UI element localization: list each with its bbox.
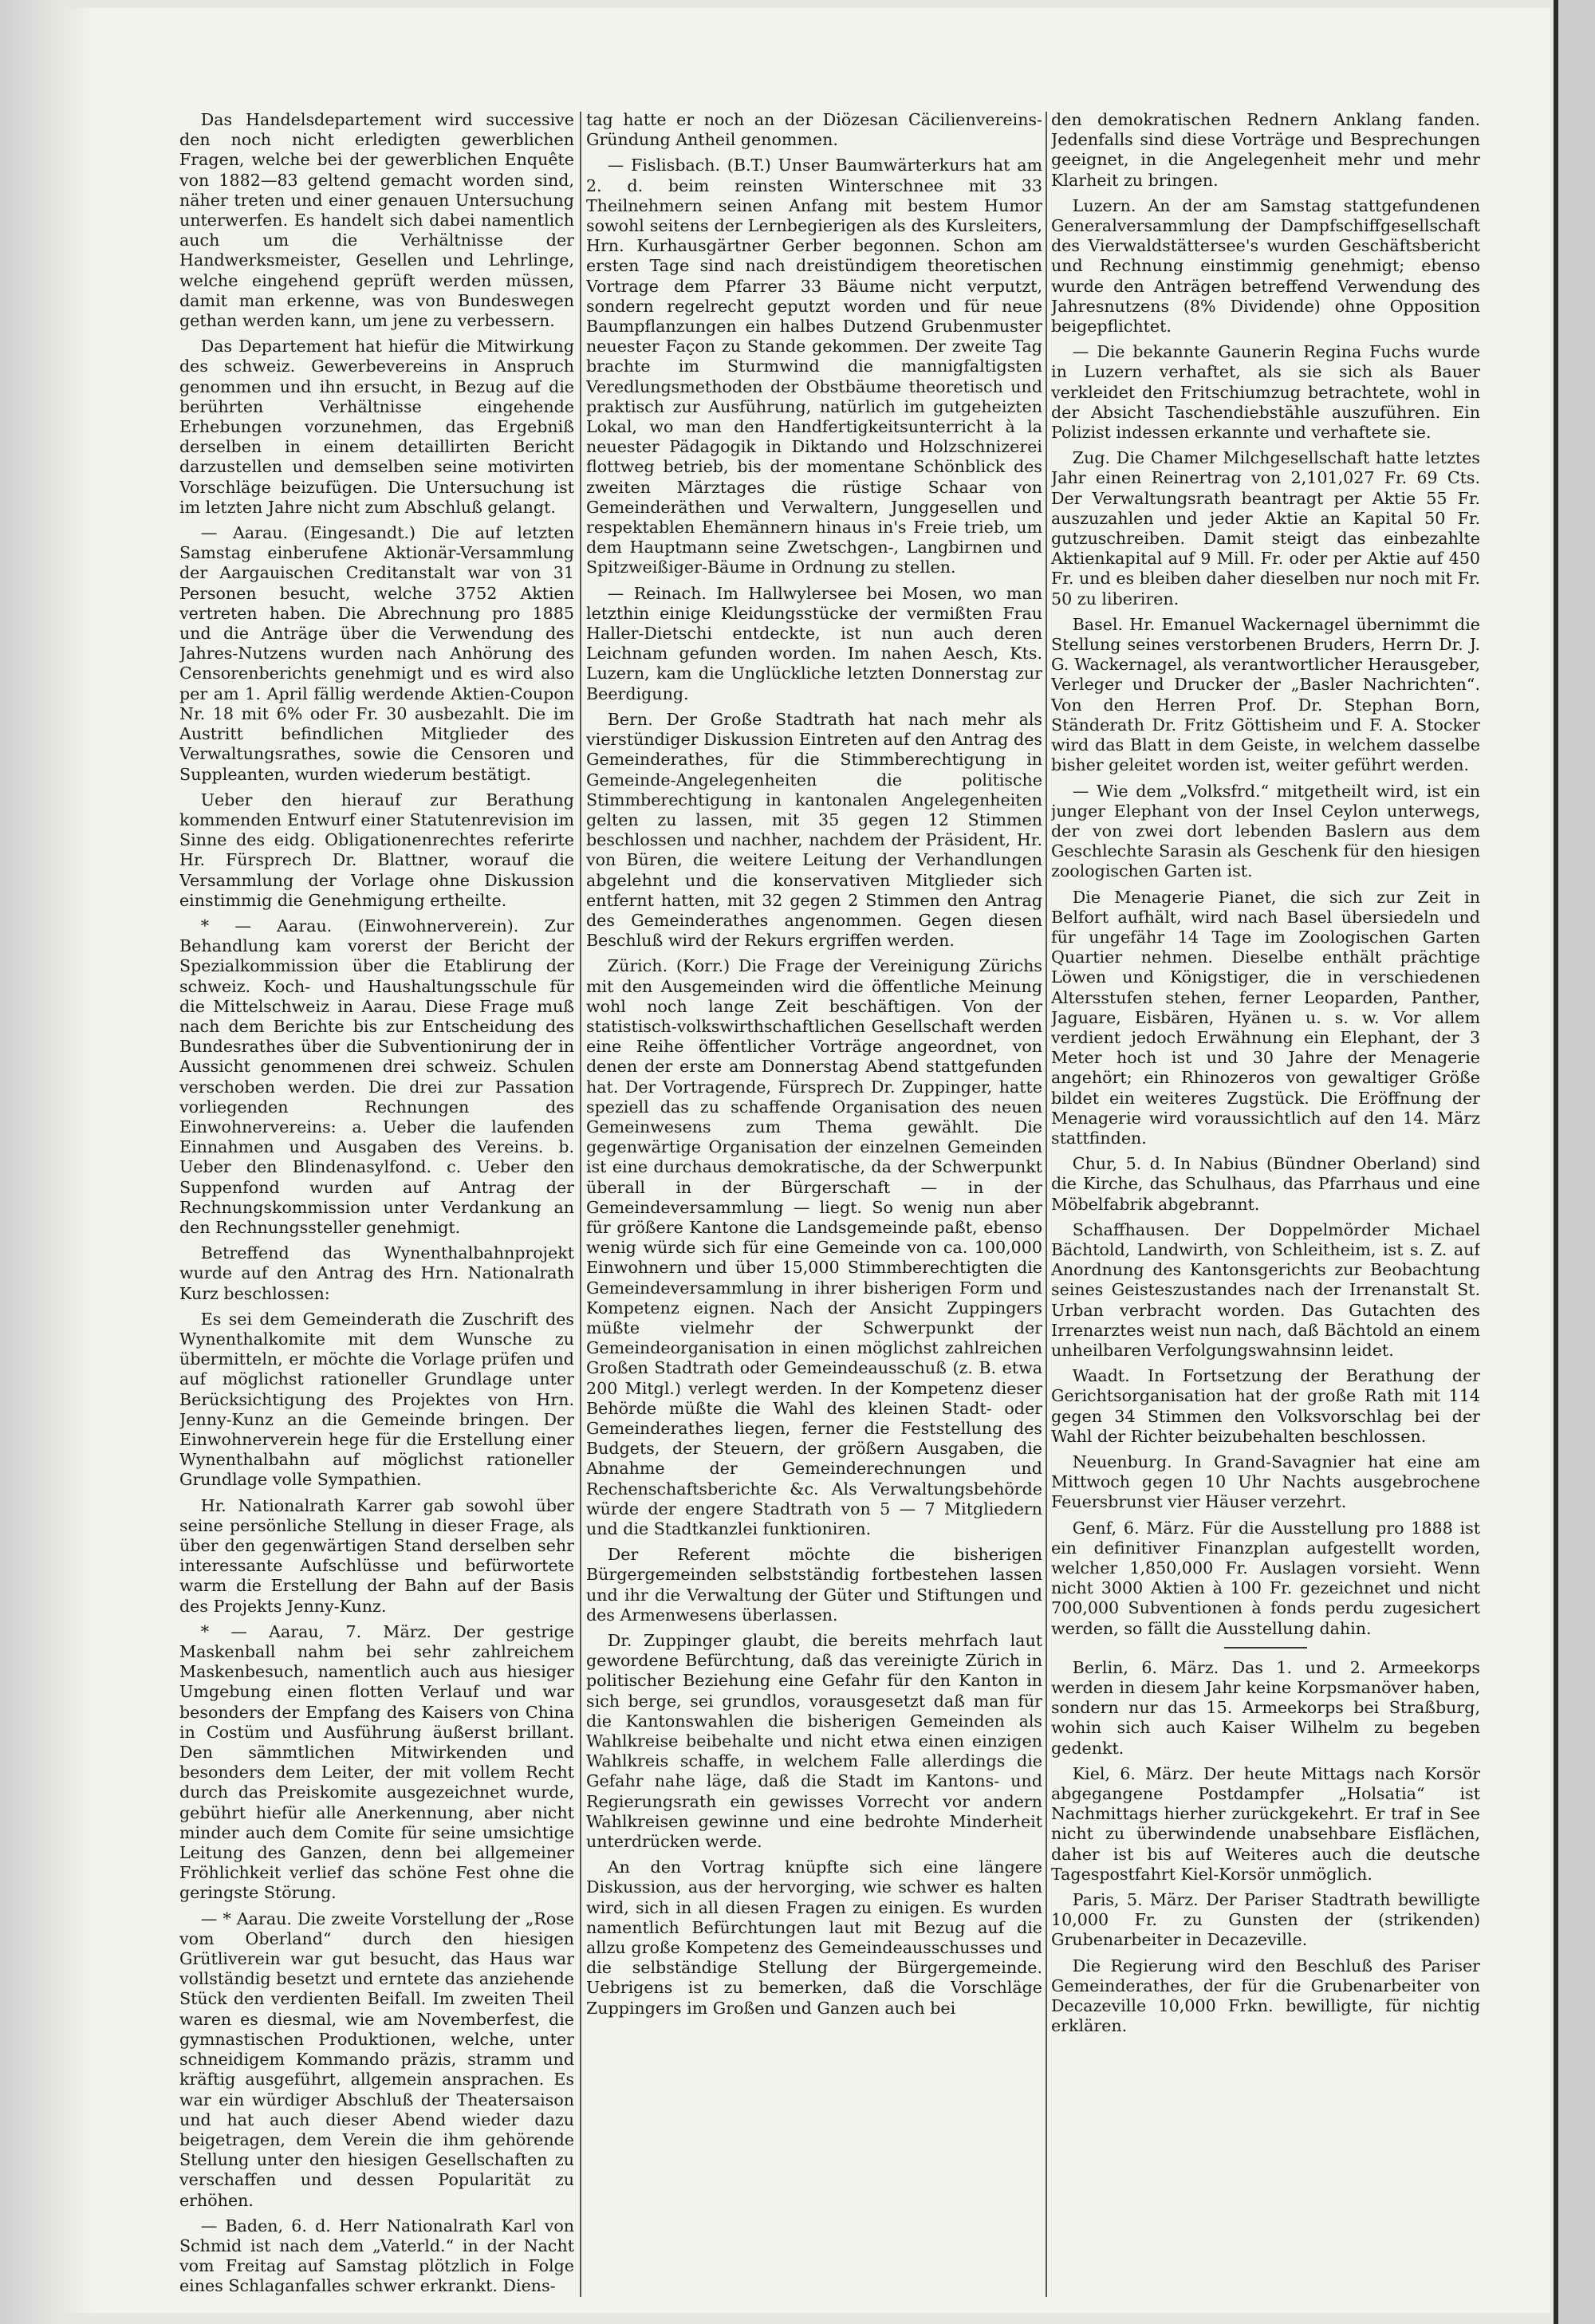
- article-paragraph: — Aarau. (Eingesandt.) Die auf letzten Samstag einberufene Aktionär-Versammlung der Aargauischen Creditanstalt war von 31 Personen besucht, welche 3752 Aktien vertreten haben. Die Abrechnung pro 1885 und die Anträge über die Verwendung des Jahres-Nutzens wurden nach Anhörung des Censorenberichts genehmigt und es wird also per am 1. April fällig werdende Aktien-Coupon Nr. 18 mit 6% oder Fr. 30 ausbezahlt. Die im Austritt befindlichen Mitglieder des Verwaltungsrathes, sowie die Censoren und Suppleanten, wurden wiederum bestätigt.: [179, 523, 574, 784]
- article-paragraph: Zug. Die Chamer Milchgesellschaft hatte letztes Jahr einen Reinertrag von 2,101,027 Fr. 69 Cts. Der Verwaltungsrath beantragt per Aktie 55 Fr. auszuzahlen und jeder Aktie an Kapital 50 Fr. gutzuschreiben. Damit steigt das einbezahlte Aktienkapital auf 9 Mill. Fr. oder per Aktie auf 450 Fr. und es bleiben daher dieselben nur noch mit Fr. 50 zu liberiren.: [1051, 448, 1480, 609]
- article-paragraph: An den Vortrag knüpfte sich eine längere Diskussion, aus der hervorging, wie schwer es halten wird, sich in all diesen Fragen zu einigen. Es wurden namentlich Befürchtungen laut mit Bezug auf die allzu große Kompetenz des Gemeindeausschusses und die selbständige Stellung der Bürgergemeinde. Uebrigens ist zu bemerken, daß die Vorschläge Zuppingers im Großen und Ganzen auch bei: [586, 1857, 1042, 2018]
- article-paragraph: Das Handelsdepartement wird successive den noch nicht erledigten gewerblichen Fragen, welche bei der gewerblichen Enquête von 1882—83 geltend gemacht worden sind, näher treten und einer genauen Untersuchung unterwerfen. Es handelt sich dabei namentlich auch um die Verhältnisse der Handwerksmeister, Gesellen und Lehrlinge, welche eingehend geprüft werden müssen, damit man erkenne, was von Bundeswegen gethan werden kann, um jene zu verbessern.: [179, 110, 574, 331]
- article-paragraph: Berlin, 6. März. Das 1. und 2. Armeekorps werden in diesem Jahr keine Korpsmanöver haben, sondern nur das 15. Armeekorps bei Straßburg, wohin sich auch Kaiser Wilhelm zu begeben gedenkt.: [1051, 1657, 1480, 1758]
- article-paragraph: — * Aarau. Die zweite Vorstellung der „Rose vom Oberland“ durch den hiesigen Grütliverein war gut besucht, das Haus war vollständig besetzt und erntete das anziehende Stück den verdienten Beifall. Im zweiten Theil waren es diesmal, wie am Novemberfest, die gymnastischen Produktionen, welche, unter schneidigem Kommando präzis, stramm und kräftig ausgeführt, allgemein ansprachen. Es war ein würdiger Abschluß der Theatersaison und hat auch dieser Abend wieder dazu beigetragen, dem Verein die ihm gehörende Stellung unter den hiesigen Gesellschaften zu verschaffen und dessen Popularität zu erhöhen.: [179, 1908, 574, 2210]
- article-paragraph: Schaffhausen. Der Doppelmörder Michael Bächtold, Landwirth, von Schleitheim, ist s. Z. auf Anordnung des Kantonsgerichts zur Beobachtung seines Geisteszustandes nach der Irrenanstalt St. Urban verbracht worden. Das Gutachten des Irrenarztes weist nun nach, daß Bächtold an einem unheilbaren Verfolgungswahnsinn leidet.: [1051, 1219, 1480, 1360]
- article-paragraph: Ueber den hierauf zur Berathung kommenden Entwurf einer Statutenrevision im Sinne des eidg. Obligationenrechtes referirte Hr. Fürsprech Dr. Blattner, worauf die Versammlung der Vorlage ohne Diskussion einstimmig die Genehmigung ertheilte.: [179, 790, 574, 910]
- article-paragraph: Waadt. In Fortsetzung der Berathung der Gerichtsorganisation hat der große Rath mit 114 gegen 34 Stimmen den Volksvorschlag bei der Wahl der Richter beizubehalten beschlossen.: [1051, 1366, 1480, 1446]
- column-rule-2: [1046, 112, 1047, 2297]
- article-paragraph: Genf, 6. März. Für die Ausstellung pro 1888 ist ein definitiver Finanzplan aufgestellt worden, welcher 1,850,000 Fr. Auslagen vorsieht. Wenn nicht 3000 Aktien à 100 Fr. gezeichnet und nicht 700,000 Subventionen à fonds perdu zugesichert werden, so fällt die Ausstellung dahin.: [1051, 1518, 1480, 1638]
- article-paragraph: Es sei dem Gemeinderath die Zuschrift des Wynenthalkomite mit dem Wunsche zu übermitteln, er möchte die Vorlage prüfen und auf möglichst rationeller Grundlage unter Berücksichtigung des Projektes von Hrn. Jenny-Kunz an die Gemeinde bringen. Der Einwohnerverein hege für die Erstellung einer Wynenthalbahn auf möglichst rationeller Grundlage volle Sympathien.: [179, 1309, 574, 1490]
- article-paragraph: Kiel, 6. März. Der heute Mittags nach Korsör abgegangene Postdampfer „Holsatia“ ist Nachmittags hierher zurückgekehrt. Er traf in See nicht zu überwindende unabsehbare Eisflächen, daher ist bis auf Weiteres auch die deutsche Tagespostfahrt Kiel-Korsör unmöglich.: [1051, 1763, 1480, 1884]
- page-shadow-left: [0, 0, 96, 2324]
- article-paragraph: * — Aarau, 7. März. Der gestrige Maskenball nahm bei sehr zahlreichem Maskenbesuch, namentlich auch aus hiesiger Umgebung einen flotten Verlauf und war besonders der Empfang des Kaisers von China in Costüm und Ausführung äußerst brillant. Den sämmtlichen Mitwirkenden und besonders dem Leiter, der mit vollem Recht durch das Preiskomite ausgezeichnet wurde, gebührt hiefür alle Anerkennung, aber nicht minder auch dem Comite für seine umsichtige Leitung des Ganzen, denn bei allgemeiner Fröhlichkeit verlief das schöne Fest ohne die geringste Störung.: [179, 1621, 574, 1903]
- article-paragraph: — Reinach. Im Hallwylersee bei Mosen, wo man letzthin einige Kleidungsstücke der vermißten Frau Haller-Dietschi entdeckte, ist nun auch deren Leichnam gefunden worden. Im nahen Aesch, Kts. Luzern, kam die Unglückliche letzten Donnerstag zur Beerdigung.: [586, 583, 1042, 703]
- article-separator: [1224, 1647, 1307, 1648]
- article-paragraph: tag hatte er noch an der Diözesan Cäcilienvereins-Gründung Antheil genommen.: [586, 110, 1042, 150]
- article-paragraph: Hr. Nationalrath Karrer gab sowohl über seine persönliche Stellung in dieser Frage, als über den gegenwärtigen Stand derselben sehr interessante Aufschlüsse und befürwortete warm die Erstellung der Bahn auf der Basis des Projekts Jenny-Kunz.: [179, 1495, 574, 1616]
- page-edge-right: [1554, 0, 1595, 2324]
- article-paragraph: Dr. Zuppinger glaubt, die bereits mehrfach laut gewordene Befürchtung, daß das vereinigte Zürich in politischer Beziehung eine Gefahr für den Kanton in sich berge, sei grundlos, vorausgesetzt daß man für die Kantonswahlen die bisherigen Gemeinden als Wahlkreise beibehalte und nicht etwa einen einzigen Wahlkreis schaffe, in welchem Falle allerdings die Gefahr nahe läge, daß die Stadt im Kantons- und Regierungsrath ein gewisses Vorrecht vor andern Wahlkreisen gewinne und eine bedrohte Minderheit unterdrücken werde.: [586, 1631, 1042, 1852]
- article-paragraph: Chur, 5. d. In Nabius (Bündner Oberland) sind die Kirche, das Schulhaus, das Pfarrhaus und eine Möbelfabrik abgebrannt.: [1051, 1154, 1480, 1214]
- article-paragraph: — Fislisbach. (B.T.) Unser Baumwärterkurs hat am 2. d. beim reinsten Winterschnee mit 33 Theilnehmern seinen Anfang mit bestem Humor sowohl seitens der Lernbegierigen als des Kursleiters, Hrn. Kurhausgärtner Gerber begonnen. Schon am ersten Tage sind nach dreistündigem theoretischen Vortrage dem Pfarrer 33 Bäume nicht verputzt, sondern regelrecht geputzt worden und für neue Baumpflanzungen ein halbes Dutzend Grubenmuster neuester Façon zu Stande gekommen. Der zweite Tag brachte im Sturmwind die mannigfaltigsten Veredlungsmethoden der Obstbäume theoretisch und praktisch zur Ausführung, natürlich im gutgeheizten Lokal, wo man den Handfertigkeitsunterricht à la neuester Pädagogik in Diktando und Holzschnizerei flottweg betrieb, bis der momentane Schönblick des zweiten Märztages die rüstige Schaar von Gemeinderäthen und Verwaltern, Junggesellen und respektablen Ehemännern hinaus in's Freie trieb, um dem Hauptmann seine Zwetschgen-, Langbirnen und Spitzweißiger-Bäume in Ordnung zu stellen.: [586, 156, 1042, 577]
- column-2: [586, 110, 1042, 2299]
- article-paragraph: * — Aarau. (Einwohnerverein). Zur Behandlung kam vorerst der Bericht der Spezialkommission über die Etablirung der schweiz. Koch- und Haushaltungsschule für die Mittelschweiz in Aarau. Diese Frage muß nach dem Berichte bis zur Entscheidung des Bundesrathes über die Subventionirung der in Aussicht genommenen drei schweiz. Schulen verschoben werden. Die drei zur Passation vorliegenden Rechnungen des Einwohnervereins: a. Ueber die laufenden Einnahmen und Ausgaben des Vereins. b. Ueber den Blindenasylfond. c. Ueber den Suppenfond wurden auf Antrag der Rechnungskommission unter Verdankung an den Rechnungssteller genehmigt.: [179, 916, 574, 1237]
- column-1: [179, 110, 574, 2299]
- article-paragraph: Zürich. (Korr.) Die Frage der Vereinigung Zürichs mit den Ausgemeinden wird die öffentliche Meinung wohl noch lange Zeit beschäftigen. Von der statistisch-volkswirthschaftlichen Gesellschaft werden eine Reihe öffentlicher Vorträge angeordnet, von denen der erste am Donnerstag Abend stattgefunden hat. Der Vortragende, Fürsprech Dr. Zuppinger, hatte speziell das zu schaffende Organisation des neuen Gemeinwesens zum Thema gewählt. Die gegenwärtige Organisation der einzelnen Gemeinden ist eine durchaus demokratische, da der Schwerpunkt überall in der Bürgerschaft — in der Gemeindeversammlung — liegt. So wenig nun aber für größere Kantone die Landsgemeinde paßt, ebenso wenig würde sich für eine Gemeinde von ca. 100,000 Einwohnern und über 15,000 Stimmberechtigten die Gemeindeversammlung in ihrer bisherigen Form und Kompetenz eignen. Nach der Ansicht Zuppingers müßte vielmehr der Schwerpunkt der Gemeindeorganisation in einen möglichst zahlreichen Großen Stadtrath oder Gemeindeausschuß (z. B. etwa 200 Mitgl.) verlegt werden. In der Kompetenz dieser Behörde müßte die Wahl des kleinen Stadt- oder Gemeinderathes liegen, ferner die Feststellung des Budgets, der Steuern, der größern Ausgaben, die Abnahme der Gemeinderechnungen und Rechenschaftsberichte &c. Als Verwaltungsbehörde würde der engere Stadtrath von 5 — 7 Mitgliedern und die Stadtkanzlei funktioniren.: [586, 956, 1042, 1539]
- article-paragraph: Basel. Hr. Emanuel Wackernagel übernimmt die Stellung seines verstorbenen Bruders, Herrn Dr. J. G. Wackernagel, als verantwortlicher Herausgeber, Verleger und Drucker der „Basler Nachrichten“. Von den Herren Prof. Dr. Stephan Born, Ständerath Dr. Fritz Göttisheim und F. A. Stocker wird das Blatt in dem Geiste, in welchem dasselbe bisher geleitet worden ist, weiter geführt werden.: [1051, 614, 1480, 775]
- article-paragraph: den demokratischen Rednern Anklang fanden. Jedenfalls sind diese Vorträge und Besprechungen geeignet, in die Angelegenheit mehr und mehr Klarheit zu bringen.: [1051, 110, 1480, 190]
- article-paragraph: Die Regierung wird den Beschluß des Pariser Gemeinderathes, der für die Grubenarbeiter von Decazeville 10,000 Frkn. bewilligte, für nichtig erklären.: [1051, 1956, 1480, 2036]
- article-paragraph: — Wie dem „Volksfrd.“ mitgetheilt wird, ist ein junger Elephant von der Insel Ceylon unterwegs, der von zwei dort lebenden Baslern aus dem Geschlechte Sarasin als Geschenk für den hiesigen zoologischen Garten ist.: [1051, 781, 1480, 881]
- article-paragraph: Luzern. An der am Samstag stattgefundenen Generalversammlung der Dampfschiffgesellschaft des Vierwaldstättersee's wurden Geschäftsbericht und Rechnung einstimmig genehmigt; ebenso wurde den Anträgen betreffend Verwendung des Jahresnutzens (8% Dividende) ohne Opposition beigepflichtet.: [1051, 195, 1480, 337]
- article-paragraph: — Die bekannte Gaunerin Regina Fuchs wurde in Luzern verhaftet, als sie sich als Bauer verkleidet den Fritschiumzug betrachtete, wohl in der Absicht Taschendiebstähle auszuführen. Ein Polizist indessen erkannte und verhaftete sie.: [1051, 342, 1480, 443]
- article-paragraph: Die Menagerie Pianet, die sich zur Zeit in Belfort aufhält, wird nach Basel übersiedeln und für ungefähr 14 Tage im Zoologischen Garten Quartier nehmen. Dieselbe enthält prächtige Löwen und Königstiger, die in verschiedenen Altersstufen stehen, ferner Leoparden, Panther, Jaguare, Eisbären, Hyänen u. s. w. Vor allem verdient jedoch Erwähnung ein Elephant, der 3 Meter hoch ist und 30 Jahre der Menagerie angehört; ein Rhinozeros von gewaltiger Größe bildet ein weiteres Zugstück. Die Eröffnung der Menagerie wird voraussichtlich auf den 14. März stattfinden.: [1051, 887, 1480, 1148]
- article-paragraph: Betreffend das Wynenthalbahnprojekt wurde auf den Antrag des Hrn. Nationalrath Kurz beschlossen:: [179, 1243, 574, 1303]
- article-paragraph: — Baden, 6. d. Herr Nationalrath Karl von Schmid ist nach dem „Vaterld.“ in der Nacht vom Freitag auf Samstag plötzlich in Folge eines Schlaganfalles schwer erkrankt. Diens-: [179, 2216, 574, 2296]
- article-paragraph: Neuenburg. In Grand-Savagnier hat eine am Mittwoch gegen 10 Uhr Nachts ausgebrochene Feuersbrunst vier Häuser verzehrt.: [1051, 1452, 1480, 1512]
- article-paragraph: Bern. Der Große Stadtrath hat nach mehr als vierstündiger Diskussion Eintreten auf den Antrag des Gemeinderathes, für die Stimmberechtigung in Gemeinde-Angelegenheiten die politische Stimmberechtigung in kantonalen Angelegenheiten gelten zu lassen, mit 35 gegen 12 Stimmen beschlossen und nachher, nachdem der Präsident, Hr. von Büren, die weitere Leitung der Verhandlungen abgelehnt und die konservativen Mitglieder sich entfernt hatten, mit 32 gegen 2 Stimmen den Antrag des Gemeinderathes angenommen. Gegen diesen Beschluß wird der Rekurs ergriffen werden.: [586, 709, 1042, 951]
- column-rule-1: [580, 112, 581, 2297]
- article-paragraph: Der Referent möchte die bisherigen Bürgergemeinden selbstständig fortbestehen lassen und ihr die Verwaltung der Güter und Stiftungen und des Armenwesens überlassen.: [586, 1545, 1042, 1625]
- article-paragraph: Das Departement hat hiefür die Mitwirkung des schweiz. Gewerbevereins in Anspruch genommen und ihn ersucht, in Bezug auf die berührten Verhältnisse eingehende Erhebungen vorzunehmen, das Ergebniß derselben in einem detaillirten Bericht darzustellen und demselben seine motivirten Vorschläge beizufügen. Die Untersuchung ist im letzten Jahre nicht zum Abschluß gelangt.: [179, 337, 574, 517]
- column-3: [1051, 110, 1480, 2299]
- article-paragraph: Paris, 5. März. Der Pariser Stadtrath bewilligte 10,000 Fr. zu Gunsten der (strikenden) Grubenarbeiter in Decazeville.: [1051, 1890, 1480, 1950]
